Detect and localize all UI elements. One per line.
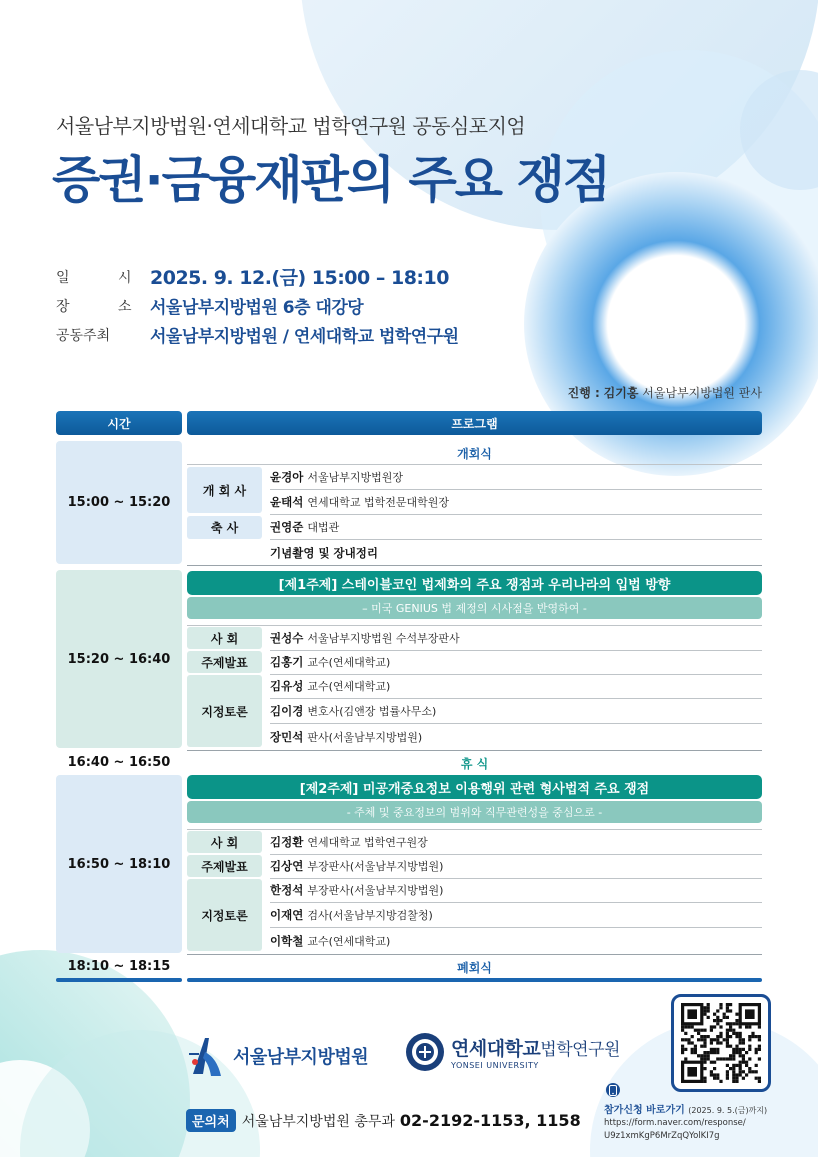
list-item (270, 854, 762, 879)
event-info (56, 262, 486, 349)
event-subtitle: 서울남부지방법원·연세대학교 법학연구원 공동심포지엄 (56, 114, 526, 138)
qr-code-icon (680, 1003, 762, 1083)
closing-title: 폐회식 (457, 961, 492, 975)
person-name: 김홍기 (270, 655, 304, 669)
moderator-line (568, 384, 762, 401)
person-desc: 검사(서울남부지방검찰청) (307, 909, 433, 922)
list-item (270, 540, 762, 565)
opening-title: 개회식 (457, 447, 492, 461)
divider (187, 750, 762, 751)
time-session1: 15:20 ~ 16:40 (56, 570, 182, 748)
session2-topic: [제2주제] 미공개중요정보 이용행위 관련 형사법적 주요 쟁점 (187, 775, 762, 799)
list-item (270, 515, 762, 540)
registration-deadline: (2025. 9. 5.(금)까지) (688, 1106, 768, 1115)
contact-phone[interactable]: 02-2192-1153, 1158 (399, 1111, 581, 1130)
court-logo (187, 1032, 368, 1080)
registration-link[interactable] (604, 1101, 767, 1116)
time-closing: 18:10 ~ 18:15 (67, 958, 171, 974)
contact-text: 서울남부지방법원 총무과 (241, 1113, 395, 1130)
list-item (270, 830, 762, 855)
session1-topic: [제1주제] 스테이블코인 법제화의 주요 쟁점과 우리나라의 입법 방향 (187, 571, 762, 595)
person-name: 김유성 (270, 679, 304, 693)
person-desc: 대법관 (307, 521, 340, 534)
yonsei-institute: 법학연구원 (540, 1040, 620, 1060)
role-moderator: 사 회 (187, 627, 262, 649)
person-name: 권영준 (270, 520, 304, 534)
person-desc: 서울남부지방법원 수석부장판사 (307, 632, 460, 645)
info-hosts-label: 공동주최 (56, 327, 111, 344)
table-bottom-line (56, 978, 182, 982)
person-name: 윤경아 (270, 470, 304, 484)
moderator-label: 진행 : (567, 386, 600, 400)
registration-qr-code[interactable] (671, 994, 771, 1092)
registration-url-line1[interactable]: https://form.naver.com/response/ (604, 1118, 746, 1128)
info-hosts (56, 320, 486, 349)
person-name: 김상연 (270, 859, 304, 873)
break-title: 휴 식 (460, 757, 489, 771)
mobile-phone-icon (606, 1083, 620, 1097)
registration-url-line2[interactable]: U9z1xmKgP6MrZqQYolKI7g (604, 1131, 720, 1141)
yonsei-name: 연세대학교 (451, 1038, 541, 1060)
event-title: 증권·금융재판의 주요 쟁점 (52, 151, 610, 209)
person-name: 한정석 (270, 883, 304, 897)
info-hosts-value: 서울남부지방법원 / 연세대학교 법학연구원 (150, 327, 459, 347)
session1-subtopic: – 미국 GENIUS 법 제정의 시사점을 반영하여 - (187, 597, 762, 619)
list-item (270, 650, 762, 675)
list-item (270, 878, 762, 903)
list-item (270, 490, 762, 515)
info-venue (56, 291, 486, 320)
person-desc: 부장판사(서울남부지방법원) (307, 884, 444, 897)
info-date-label: 일 시 (56, 269, 154, 286)
info-date-value: 2025. 9. 12.(금) 15:00 – 18:10 (150, 267, 449, 289)
role-presenter: 주제발표 (187, 651, 262, 673)
table-bottom-line (187, 978, 762, 982)
person-desc: 변호사(김앤장 법률사무소) (307, 705, 437, 718)
person-name: 이학철 (270, 933, 304, 948)
list-item (270, 674, 762, 699)
info-date (56, 262, 486, 291)
person-desc: 연세대학교 법학전문대학원장 (307, 496, 449, 509)
list-item (270, 699, 762, 724)
info-venue-label: 장 소 (56, 298, 154, 315)
moderator-affiliation: 서울남부지방법원 판사 (642, 386, 762, 400)
header-program: 프로그램 (187, 411, 762, 435)
session2-subtopic: - 주체 및 중요정보의 범위와 직무관련성을 중심으로 - (187, 801, 762, 823)
person-name: 권성수 (270, 631, 304, 645)
role-congrats: 축 사 (187, 516, 262, 539)
person-desc: 부장판사(서울남부지방법원) (307, 860, 444, 873)
yonsei-seal-icon (405, 1032, 445, 1072)
contact-badge: 문의처 (186, 1109, 236, 1132)
time-break: 16:40 ~ 16:50 (67, 754, 171, 770)
list-item (270, 465, 762, 490)
header-time: 시간 (56, 411, 182, 435)
contact-info (186, 1109, 581, 1132)
registration-title: 참가신청 바로가기 (604, 1105, 685, 1116)
person-desc: 교수(연세대학교) (307, 656, 391, 669)
role-discussant: 지정토론 (187, 675, 262, 747)
person-desc: 연세대학교 법학연구원장 (307, 836, 428, 849)
person-desc: 서울남부지방법원장 (307, 471, 403, 484)
list-item (270, 928, 762, 953)
person-desc: 교수(연세대학교) (307, 680, 391, 693)
moderator-name: 김기홍 (603, 386, 639, 400)
divider (187, 565, 762, 566)
time-session2: 16:50 ~ 18:10 (56, 775, 182, 953)
list-item (270, 724, 762, 749)
court-emblem-icon (187, 1032, 227, 1080)
role-presenter: 주제발표 (187, 855, 262, 877)
time-opening: 15:00 ~ 15:20 (56, 441, 182, 564)
role-moderator: 사 회 (187, 831, 262, 853)
list-item (270, 626, 762, 651)
divider (187, 954, 762, 955)
person-name: 장민석 (270, 729, 304, 744)
list-item (270, 903, 762, 928)
person-desc: 판사(서울남부지방법원) (307, 730, 423, 744)
info-venue-value: 서울남부지방법원 6층 대강당 (150, 298, 364, 318)
court-name: 서울남부지방법원 (233, 1047, 369, 1068)
person-desc: 교수(연세대학교) (307, 934, 391, 948)
person-name: 김정환 (270, 835, 304, 849)
photo-session: 기념촬영 및 장내정리 (270, 545, 378, 560)
role-discussant: 지정토론 (187, 879, 262, 951)
yonsei-english-name: YONSEI UNIVERSITY (451, 1061, 539, 1070)
person-name: 김이경 (270, 704, 304, 718)
yonsei-logo (405, 1032, 620, 1072)
registration-info (604, 1083, 767, 1142)
person-name: 이재연 (270, 908, 304, 922)
person-name: 윤태석 (270, 495, 304, 509)
role-opening-remarks: 개 회 사 (187, 467, 262, 513)
